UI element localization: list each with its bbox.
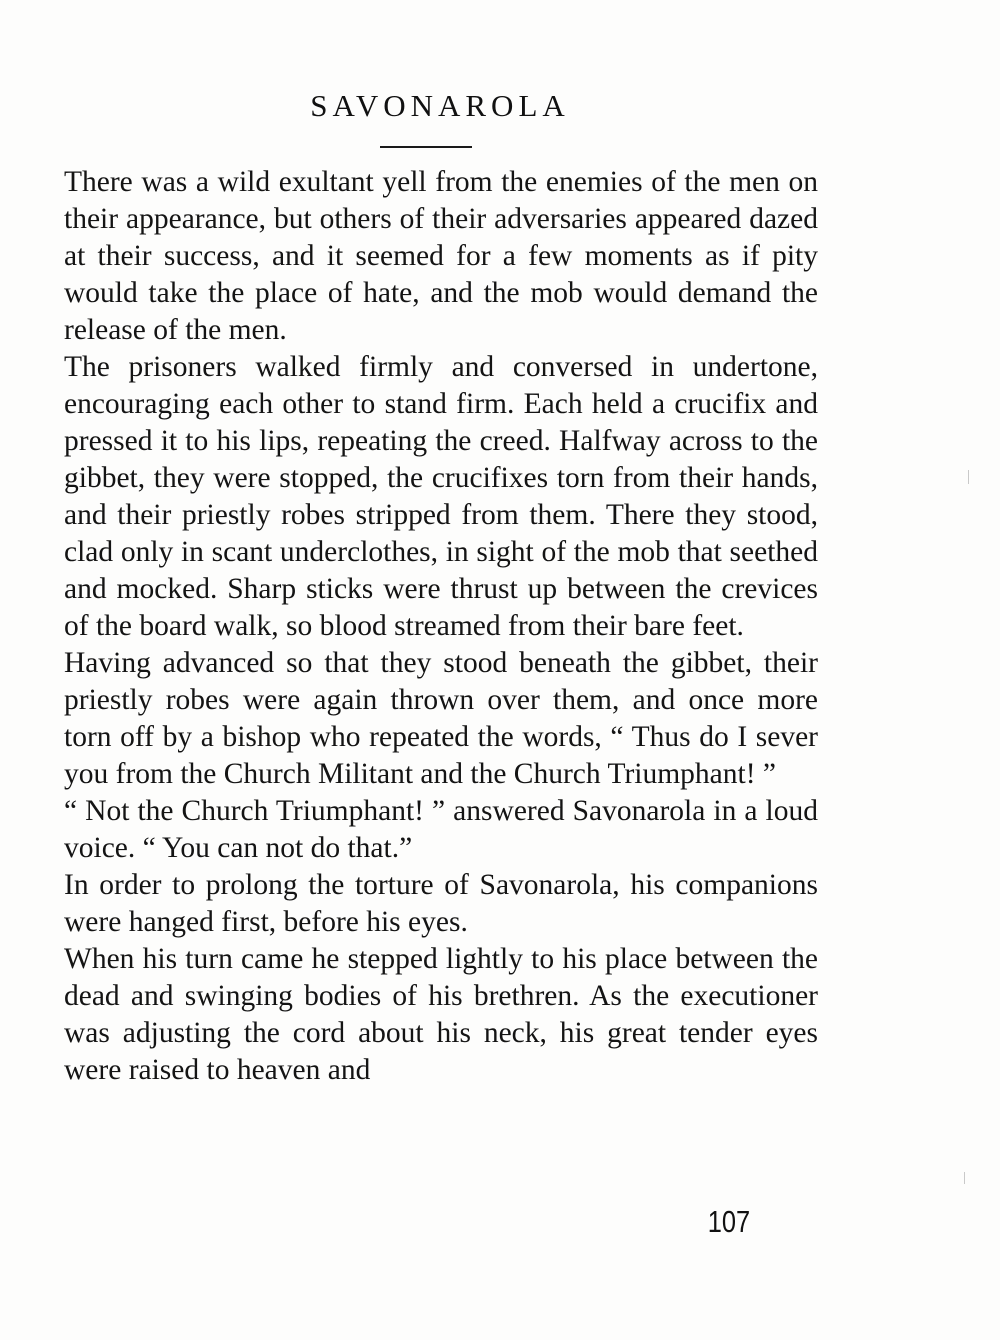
paragraph: When his turn came he stepped lightly to his place between the dead and swinging bodies of his brethren. As the executioner was adjusting the cord about his neck, his great tender eyes were raised to heaven and: [64, 943, 818, 1086]
paragraph: Having advanced so that they stood beneath the gibbet, their priestly robes were again thrown over them, and once more torn off by a bishop who repeated the words, “ Thus do I sever you from the Church Militant and the Church Triumphant! ”: [64, 647, 818, 790]
paragraph: There was a wild exultant yell from the enemies of the men on their appearance, but others of their adversaries appeared dazed at their success, and it seemed for a few moments as if pity would take the place of hate, and the mob would demand the release of the men.: [64, 166, 818, 346]
paragraph: In order to prolong the torture of Savonarola, his companions were hanged first, before his eyes.: [64, 869, 818, 938]
body-text: [64, 164, 818, 1089]
paragraph: “ Not the Church Triumphant! ” answered Savonarola in a loud voice. “ You can not do that.”: [64, 795, 818, 864]
scan-speck: [968, 470, 969, 484]
page-number: 107: [707, 1204, 751, 1239]
scan-speck: [964, 1172, 965, 1184]
running-title: SAVONAROLA: [310, 88, 570, 123]
title-rule: [380, 146, 472, 148]
paragraph: The prisoners walked firmly and conversed in undertone, encouraging each other to stand firm. Each held a crucifix and pressed it to his lips, repeating the creed. Halfway across to the gibbet, they were stopped, the crucifixes torn from their hands, and their priestly robes stripped from them. There they stood, clad only in scant underclothes, in sight of the mob that seethed and mocked. Sharp sticks were thrust up between the crevices of the board walk, so blood streamed from their bare feet.: [64, 351, 818, 642]
